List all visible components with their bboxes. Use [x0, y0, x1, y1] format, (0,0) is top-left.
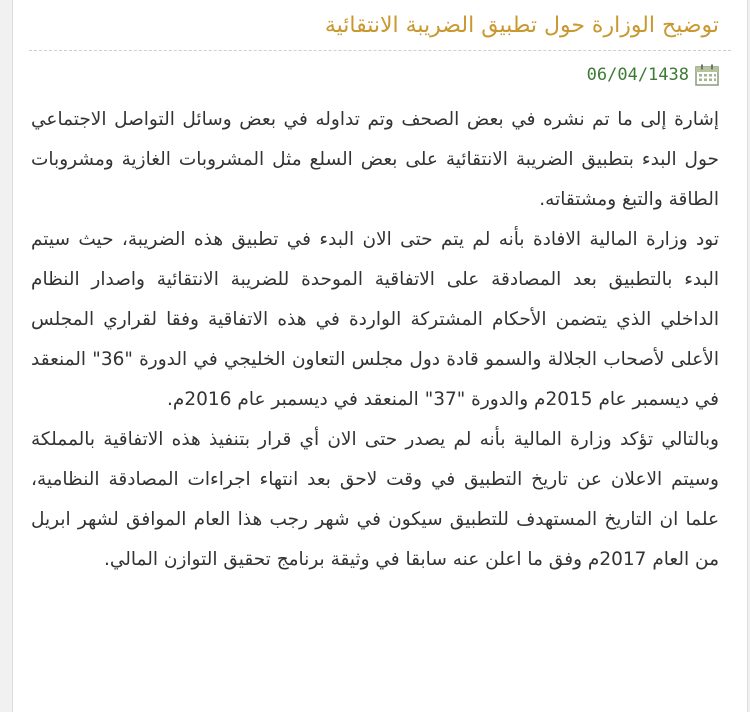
- title-divider: [29, 50, 731, 51]
- calendar-icon: [695, 64, 719, 86]
- article-title: توضيح الوزارة حول تطبيق الضريبة الانتقائية: [324, 13, 719, 38]
- date-text: 06/04/1438: [586, 65, 689, 85]
- paragraph-3: وبالتالي تؤكد وزارة المالية بأنه لم يصدر حتى الان أي قرار بتنفيذ هذه الاتفاقية بالمملكة وسيتم الاعلان عن تاريخ التطبيق في وقت لاحق بعد انتهاء اجراءات المصادقة النظامية، علما ان التاريخ المستهدف للتطبيق سيكون في شهر رجب هذا العام الموافق لشهر ابريل من العام 2017م وفق ما اعلن عنه سابقا في وثيقة برنامج تحقيق التوازن المالي.: [31, 429, 719, 570]
- article-body: [31, 100, 719, 580]
- paragraph-1: إشارة إلى ما تم نشره في بعض الصحف وتم تداوله في بعض وسائل التواصل الاجتماعي حول البدء بتطبيق الضريبة الانتقائية على بعض السلع مثل المشروبات الغازية ومشروبات الطاقة والتبغ ومشتقاته.: [31, 109, 719, 210]
- article-date: [587, 62, 719, 88]
- article-panel: [12, 0, 748, 712]
- paragraph-2: تود وزارة المالية الافادة بأنه لم يتم حتى الان البدء في تطبيق هذه الضريبة، حيث سيتم البدء بالتطبيق بعد المصادقة على الاتفاقية الموحدة للضريبة الانتقائية واصدار النظام الداخلي الذي يتضمن الأحكام المشتركة الواردة في هذه الاتفاقية وفقا لقراري المجلس الأعلى لأصحاب الجلالة والسمو قادة دول مجلس التعاون الخليجي في الدورة "36" المنعقد في ديسمبر عام 2015م والدورة "37" المنعقد في ديسمبر عام 2016م.: [31, 229, 719, 410]
